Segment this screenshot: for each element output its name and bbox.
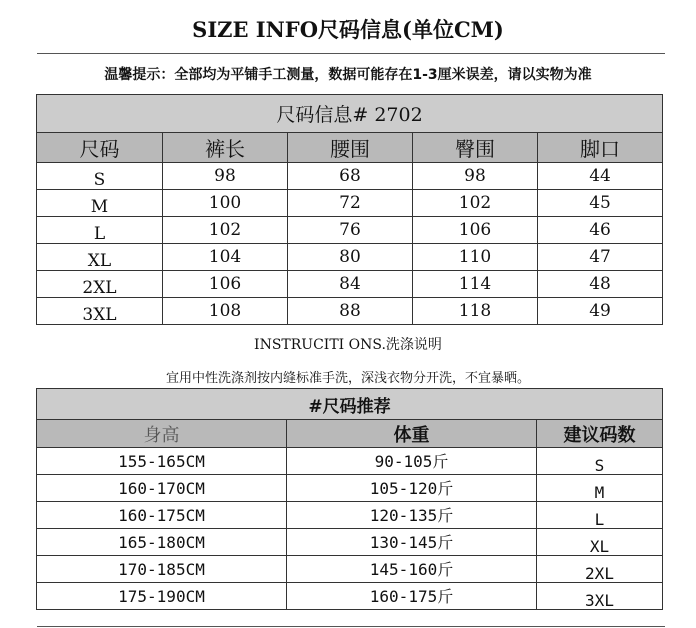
table-row [37,556,663,583]
table-cell: L [594,509,605,529]
table-row [37,298,663,325]
title-divider [37,53,665,54]
table-cell: 120-135斤 [369,505,454,525]
table-row [37,529,663,556]
table-cell: 170-185CM [118,559,205,579]
table-cell: 155-165CM [118,451,205,471]
table-cell: 98 [464,166,486,186]
table-cell: 90-105斤 [374,451,449,471]
table-cell: M [594,482,605,502]
column-header-height: 身高 [37,420,287,448]
column-header-weight: 体重 [287,420,537,448]
table-cell: 84 [339,274,361,294]
table-cell: 102 [458,193,492,213]
table-cell: S [93,170,106,190]
table-cell: 68 [339,166,361,186]
table-cell: 145-160斤 [369,559,454,579]
column-header-length: 裤长 [163,133,288,163]
table-row [37,583,663,610]
measurement-notice: 温馨提示：全部均为平铺手工测量，数据可能存在1-3厘米误差，请以实物为准 [104,67,592,83]
table-row [37,190,663,217]
page-title: SIZE INFO尺码信息(单位CM) [192,17,504,42]
table-row [37,502,663,529]
table-cell: 110 [458,247,492,267]
table-cell: 108 [208,301,242,321]
table-cell: L [93,224,106,244]
table-row [37,217,663,244]
table-cell: 2XL [82,278,117,298]
column-header-hem: 脚口 [538,133,663,163]
table-cell: 175-190CM [118,586,205,606]
table-cell: 160-175斤 [369,586,454,606]
table-cell: 3XL [82,305,117,325]
table-cell: 106 [208,274,242,294]
table-cell: 160-175CM [118,505,205,525]
recommend-table-caption: #尺码推荐 [37,389,663,420]
column-header-recommended-size: 建议码数 [537,420,663,448]
table-row [37,448,663,475]
table-cell: 48 [589,274,611,294]
table-row [37,244,663,271]
table-cell: 47 [589,247,611,267]
table-cell: S [594,455,605,475]
table-cell: 114 [458,274,492,294]
table-cell: 130-145斤 [369,532,454,552]
table-cell: 106 [458,220,492,240]
table-cell: 46 [589,220,611,240]
column-header-waist: 腰围 [288,133,413,163]
table-cell: 118 [458,301,492,321]
table-cell: 165-180CM [118,532,205,552]
table-cell: 2XL [585,563,614,583]
table-row [37,163,663,190]
table-cell: 88 [339,301,361,321]
size-recommendation-table [36,388,663,610]
table-cell: XL [87,251,112,271]
table-cell: 44 [589,166,611,186]
column-header-size: 尺码 [37,133,163,163]
table-cell: XL [589,536,610,556]
column-header-hip: 臀围 [413,133,538,163]
table-cell: 102 [208,220,242,240]
table-cell: 72 [339,193,361,213]
care-instructions: 宜用中性洗涤剂按内缝标准手洗，深浅衣物分开洗，不宜暴晒。 [165,371,530,386]
table-row [37,475,663,502]
table-cell: 105-120斤 [369,478,454,498]
table-cell: 160-170CM [118,478,205,498]
table-cell: 104 [208,247,242,267]
table-cell: 45 [589,193,611,213]
size-info-table [36,94,663,325]
table-cell: 76 [339,220,361,240]
table-cell: 49 [589,301,611,321]
bottom-divider [37,626,665,627]
table-cell: 3XL [585,590,614,610]
size-table-caption: 尺码信息# 2702 [37,95,663,133]
table-cell: 98 [214,166,236,186]
table-cell: 100 [208,193,242,213]
table-cell: M [90,197,109,217]
table-cell: 80 [339,247,361,267]
table-row [37,271,663,298]
instructions-title: INSTRUCITI ONS.洗涤说明 [254,337,442,353]
